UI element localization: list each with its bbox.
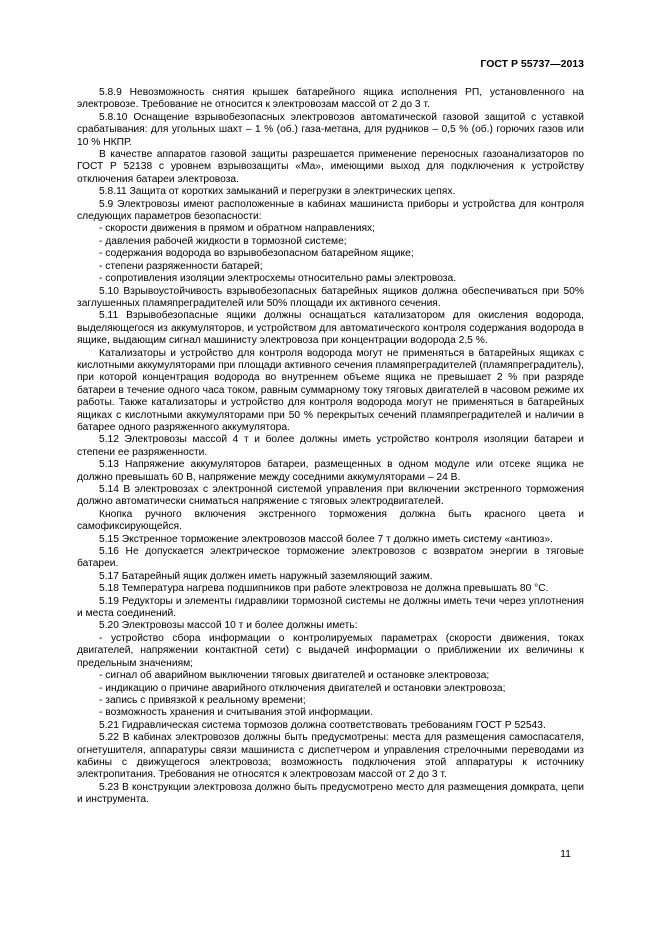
paragraph-5-19: 5.19 Редукторы и элементы гидравлики тормозной системы не должны иметь течи через уплотнения и места соединений. [77, 595, 584, 620]
list-item: - возможность хранения и считывания этой информации. [99, 707, 373, 719]
paragraph-5-11: 5.11 Взрывобезопасные ящики должны оснащаться катализатором для окисления водорода, выделяющегося из аккумуляторов, и устройством для автоматического контроля содержания водорода в ящике, выдающим сигнал машинисту электровоза при концентрации водорода 2,5 %. [77, 310, 584, 347]
paragraph-5-18: 5.18 Температура нагрева подшипников при работе электровоза не должна превышать 80 °С. [99, 583, 549, 595]
paragraph-emergency-button: Кнопка ручного включения экстренного торможения должна быть красного цвета и самофиксирующейся. [77, 508, 584, 533]
paragraph-5-21: 5.21 Гидравлическая система тормозов должна соответствовать требованиям ГОСТ Р 52543. [99, 719, 546, 731]
paragraph-5-16: 5.16 Не допускается электрическое торможение электровозов с возвратом энергии в тяговые батареи. [77, 546, 584, 570]
paragraph-5-17: 5.17 Батарейный ящик должен иметь наружный заземляющий зажим. [99, 570, 433, 582]
paragraph-catalysts: Катализаторы и устройство для контроля водорода могут не применяться в батарейных ящиках с кислотными аккумуляторами при площади активного сечения пламяпреградителей (пламяпреградитель), при которой концентрация водорода во внутреннем объеме ящика не превышает 2 % при разряде батареи в течение одного часа током, равным суммарному току тяговых двигателей в часовом режиме их работы. Также катализаторы и устройство для контроля водорода могут не применяться в батарейных ящиках с кислотными аккумуляторами при 50 % перекрытых сечений пламяпреградителей и наличии в батарее одного разряженного аккумулятора. [77, 347, 584, 433]
list-item: - скорости движения в прямом и обратном направлениях; [99, 223, 375, 235]
paragraph-5-8-11: 5.8.11 Защита от коротких замыканий и перегрузки в электрических цепях. [99, 186, 456, 198]
paragraph-5-14: 5.14 В электровозах с электронной системой управления при включении экстренного торможения должно автоматически сниматься напряжение с тяговых электродвигателей. [77, 484, 584, 508]
list-item: - содержания водорода во взрывобезопасном батарейном ящике; [99, 248, 414, 260]
paragraph-5-12: 5.12 Электровозы массой 4 т и более должны иметь устройство контроля изоляции батареи и степени ее разряженности. [77, 434, 584, 458]
list-item: - сопротивления изоляции электросхемы относительно рамы электровоза. [99, 273, 457, 285]
document-header: ГОСТ Р 55737—2013 [480, 58, 584, 70]
paragraph-gas-protection: В качестве аппаратов газовой защиты разрешается применение переносных газоанализаторов по ГОСТ Р 52138 с уровнем взрывозащиты «Ма», имеющими выход для подключения к устройству отключения батареи электровоза. [77, 149, 584, 185]
paragraph-5-20: 5.20 Электровозы массой 10 т и более должны иметь: [99, 620, 358, 632]
paragraph-5-22: 5.22 В кабинах электровозов должны быть предусмотрены: места для размещения самоспасателя, огнетушителя, аппаратуры связи машиниста с диспетчером и управления стрелочными переводами из кабины с движущегося электровоза; возможность подключения этой аппаратуры к источнику электропитания. Требования не относятся к электровозам массой от 2 до 3 т. [77, 732, 584, 781]
paragraph-5-10: 5.10 Взрывоустойчивость взрывобезопасных батарейных ящиков должна обеспечиваться при 50% заглушенных пламяпреградителей или 50% площади их активного сечения. [77, 285, 584, 309]
paragraph-5-8-10: 5.8.10 Оснащение взрывобезопасных электровозов автоматической газовой защитой с уставкой срабатывания: для угольных шахт – 1 % (об.) газа-метана, для рудников – 0,5 % (об.) горючих газов или 10 % НКПР. [77, 111, 584, 148]
paragraph-5-23: 5.23 В конструкции электровоза должно быть предусмотрено место для размещения домкрата, цепи и инструмента. [77, 781, 584, 806]
list-item: - запись с привязкой к реальному времени; [99, 694, 306, 706]
list-item: - сигнал об аварийном выключении тяговых двигателей и остановке электровоза; [99, 670, 490, 682]
paragraph-5-13: 5.13 Напряжение аккумуляторов батареи, размещенных в одном модуле или отсеке ящика не должно превышать 60 В, напряжение между соседними аккумуляторами – 24 В. [77, 459, 584, 483]
paragraph-5-8-9: 5.8.9 Невозможность снятия крышек батарейного ящика исполнения РП, установленного на электровозе. Требование не относится к электровозам массой от 2 до 3 т. [77, 87, 584, 111]
document-body [77, 87, 584, 807]
paragraph-5-9: 5.9 Электровозы имеют расположенные в кабинах машиниста приборы и устройства для контроля следующих параметров безопасности: [77, 198, 584, 223]
paragraph-5-15: 5.15 Экстренное торможение электровозов массой более 7 т должно иметь систему «антиюз». [99, 533, 553, 545]
list-item: - устройство сбора информации о контролируемых параметрах (скорости движения, токах двигателей, напряжении контактной сети) с выдачей информации о приближении их величины к предельным значениям; [77, 632, 584, 669]
list-item: - степени разряженности батарей; [99, 260, 263, 272]
page-number: 11 [560, 848, 571, 860]
list-item: - индикацию о причине аварийного отключения двигателей и остановки электровоза; [99, 682, 506, 694]
list-item: - давления рабочей жидкости в тормозной системе; [99, 235, 347, 247]
